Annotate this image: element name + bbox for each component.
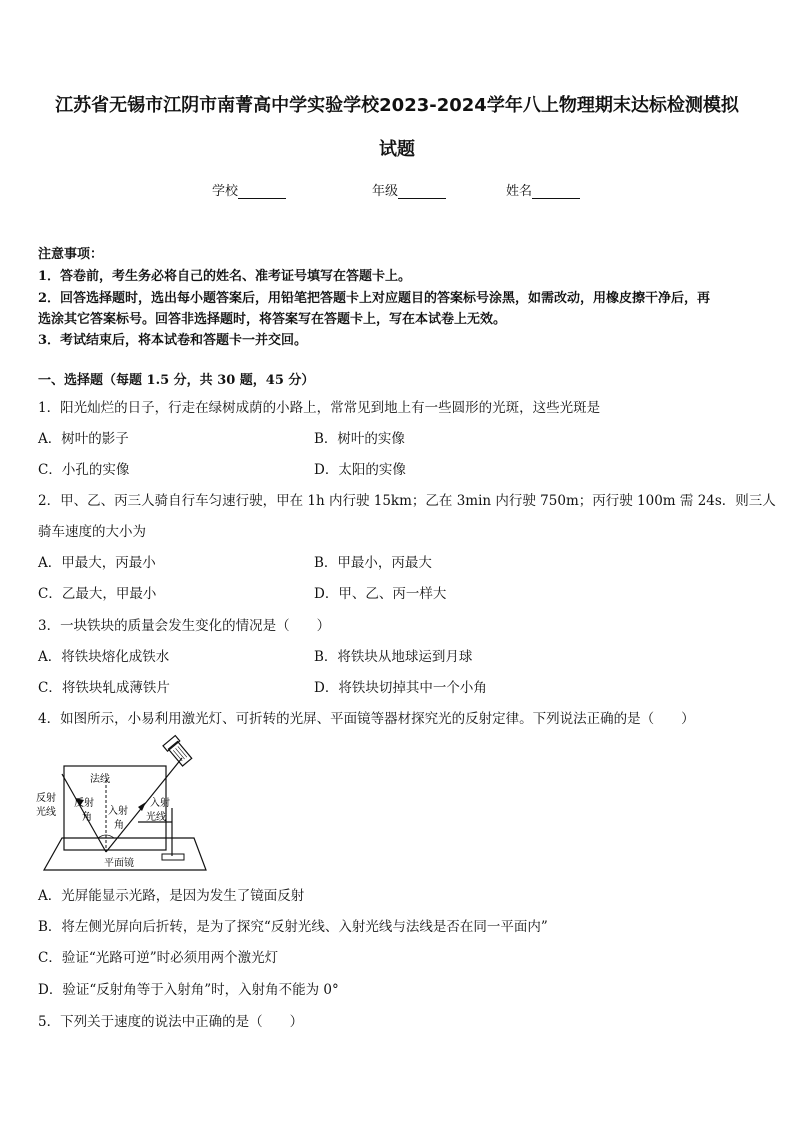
- exam-title: [30, 84, 764, 172]
- label-incident-angle-1: 入射: [108, 806, 128, 817]
- title-line-2: 试题: [379, 139, 415, 160]
- notice-item-2: 2．回答选择题时，选出每小题答案后，用铅笔把答题卡上对应题目的答案标号涂黑，如需改动，用橡皮擦干净后，再: [38, 291, 711, 306]
- notice-item-2-cont: 选涂其它答案标号。回答非选择题时，将答案写在答题卡上，写在本试卷上无效。: [38, 312, 507, 327]
- info-grade: [372, 180, 446, 199]
- question-1-option-d[interactable]: D．太阳的实像: [314, 462, 406, 478]
- question-2-option-d[interactable]: D．甲、乙、丙一样大: [314, 586, 447, 602]
- question-3-stem: 3．一块铁块的质量会发生变化的情况是（ ）: [38, 618, 331, 634]
- question-2-option-a[interactable]: A．甲最大，丙最小: [38, 555, 156, 571]
- notice-item-3: 3．考试结束后，将本试卷和答题卡一并交回。: [38, 333, 308, 348]
- info-school: [212, 180, 286, 199]
- question-1-option-a[interactable]: A．树叶的影子: [38, 431, 129, 447]
- question-4-option-b[interactable]: B．将左侧光屏向后折转，是为了探究“反射光线、入射光线与法线是否在同一平面内”: [38, 919, 548, 935]
- title-line-1: 江苏省无锡市江阴市南菁高中学实验学校2023-2024学年八上物理期末达标检测模拟: [55, 95, 739, 116]
- info-name-label: 姓名: [506, 184, 533, 199]
- info-name: [506, 180, 580, 199]
- question-1-option-b[interactable]: B．树叶的实像: [314, 431, 405, 447]
- question-3-option-c[interactable]: C．将铁块轧成薄铁片: [38, 680, 170, 696]
- incident-arrow: [138, 802, 146, 811]
- grade-blank[interactable]: [398, 184, 446, 199]
- question-2-stem-cont: 骑车速度的大小为: [38, 524, 146, 540]
- label-incident-ray-1: 入射: [150, 798, 170, 809]
- question-3-option-d[interactable]: D．将铁块切掉其中一个小角: [314, 680, 487, 696]
- info-grade-label: 年级: [372, 184, 399, 199]
- label-reflect-angle-2: 角: [82, 812, 92, 823]
- question-5-stem: 5．下列关于速度的说法中正确的是（ ）: [38, 1014, 304, 1030]
- notice-heading: 注意事项：: [38, 247, 104, 262]
- notice-item-1: 1．答卷前，考生务必将自己的姓名、准考证号填写在答题卡上。: [38, 269, 412, 284]
- reflection-experiment-figure: [34, 734, 214, 876]
- info-school-label: 学校: [212, 184, 239, 199]
- question-2-stem: 2．甲、乙、丙三人骑自行车匀速行驶，甲在 1h 内行驶 15km；乙在 3min 内行驶 750m；丙行驶 100m 需 24s．则三人: [38, 493, 776, 509]
- school-blank[interactable]: [238, 184, 286, 199]
- question-4-option-d[interactable]: D．验证“反射角等于入射角”时，入射角不能为 0°: [38, 982, 339, 998]
- section-heading: 一、选择题（每题 1.5 分，共 30 题，45 分）: [38, 373, 315, 388]
- question-2-option-c[interactable]: C．乙最大，甲最小: [38, 586, 157, 602]
- question-4-option-c[interactable]: C．验证“光路可逆”时必须用两个激光灯: [38, 950, 279, 966]
- label-incident-angle-2: 角: [114, 820, 124, 831]
- question-4-option-a[interactable]: A．光屏能显示光路，是因为发生了镜面反射: [38, 888, 305, 904]
- question-3-option-b[interactable]: B．将铁块从地球运到月球: [314, 649, 473, 665]
- label-normal: 法线: [90, 774, 110, 785]
- label-reflect-angle-1: 反射: [74, 798, 94, 809]
- question-2-option-b[interactable]: B．甲最小，丙最大: [314, 555, 432, 571]
- label-incident-ray-2: 光线: [146, 812, 166, 823]
- question-3-option-a[interactable]: A．将铁块熔化成铁水: [38, 649, 170, 665]
- label-reflected-ray-1: 反射: [36, 793, 56, 804]
- label-reflected-ray-2: 光线: [36, 807, 56, 818]
- question-1-option-c[interactable]: C．小孔的实像: [38, 462, 130, 478]
- label-mirror: 平面镜: [104, 858, 134, 869]
- question-4-stem: 4．如图所示，小易利用激光灯、可折转的光屏、平面镜等器材探究光的反射定律。下列说法正确的是（ ）: [38, 711, 695, 727]
- question-1-stem: 1．阳光灿烂的日子，行走在绿树成荫的小路上，常常见到地上有一些圆形的光斑，这些光斑是: [38, 400, 601, 416]
- name-blank[interactable]: [532, 184, 580, 199]
